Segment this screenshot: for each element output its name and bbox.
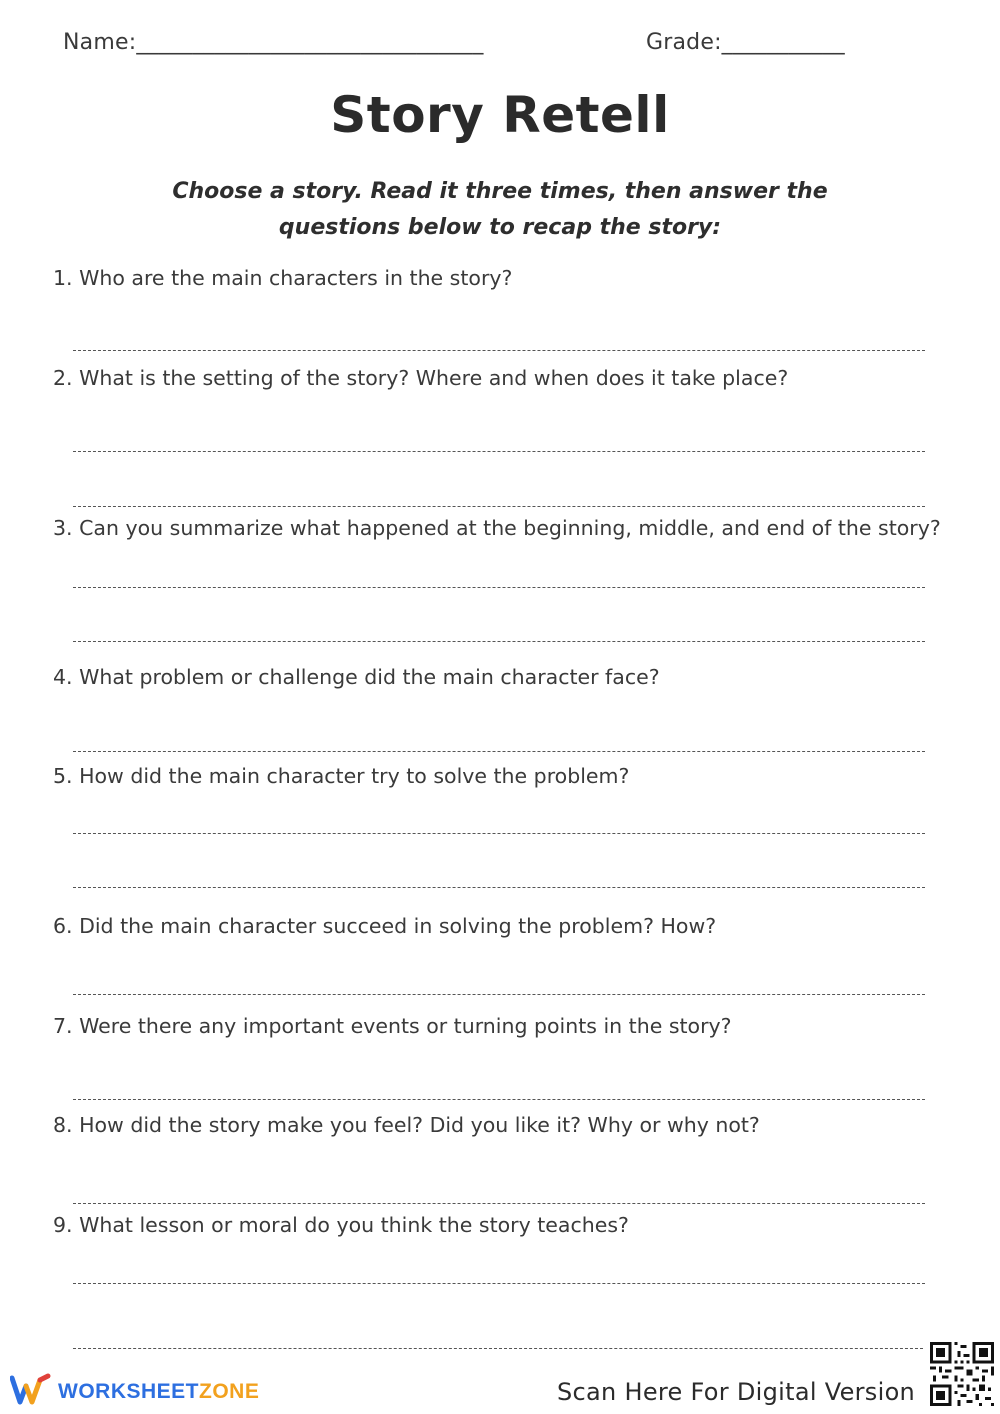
logo-word-worksheet: WORKSHEET (58, 1380, 199, 1403)
qr-code-icon[interactable] (930, 1342, 994, 1406)
answer-line[interactable] (73, 641, 925, 642)
instructions (150, 174, 850, 246)
answer-line[interactable] (73, 1099, 925, 1100)
answer-line[interactable] (73, 994, 925, 995)
answer-line[interactable] (73, 350, 925, 351)
answer-line[interactable] (73, 451, 925, 452)
answer-line[interactable] (73, 1203, 925, 1204)
logo-word-zone: ZONE (199, 1380, 260, 1403)
instructions-line-2: questions below to recap the story: (278, 215, 722, 240)
answer-line[interactable] (73, 833, 925, 834)
answer-line[interactable] (73, 887, 925, 888)
worksheet-title: Story Retell (330, 86, 670, 144)
worksheetzone-logo-icon (10, 1372, 52, 1408)
question-4: 4. What problem or challenge did the main character face? (53, 665, 660, 689)
question-8: 8. How did the story make you feel? Did you like it? Why or why not? (53, 1113, 760, 1137)
question-7: 7. Were there any important events or turning points in the story? (53, 1014, 732, 1038)
answer-line[interactable] (73, 506, 925, 507)
question-9: 9. What lesson or moral do you think the story teaches? (53, 1213, 629, 1237)
grade-field[interactable]: Grade:___________ (646, 30, 845, 55)
instructions-line-1: Choose a story. Read it three times, then answer the (172, 179, 828, 204)
question-2: 2. What is the setting of the story? Where and when does it take place? (53, 366, 789, 390)
logo-wordmark (58, 1380, 259, 1404)
answer-line[interactable] (73, 751, 925, 752)
question-6: 6. Did the main character succeed in solving the problem? How? (53, 914, 717, 938)
question-5: 5. How did the main character try to solve the problem? (53, 764, 630, 788)
answer-line[interactable] (73, 1348, 923, 1349)
answer-line[interactable] (73, 587, 925, 588)
answer-line[interactable] (73, 1283, 925, 1284)
name-field[interactable]: Name:_______________________________ (63, 30, 484, 55)
scan-text: Scan Here For Digital Version (557, 1378, 916, 1406)
question-3: 3. Can you summarize what happened at the beginning, middle, and end of the story? (53, 516, 941, 540)
question-1: 1. Who are the main characters in the story? (53, 266, 513, 290)
